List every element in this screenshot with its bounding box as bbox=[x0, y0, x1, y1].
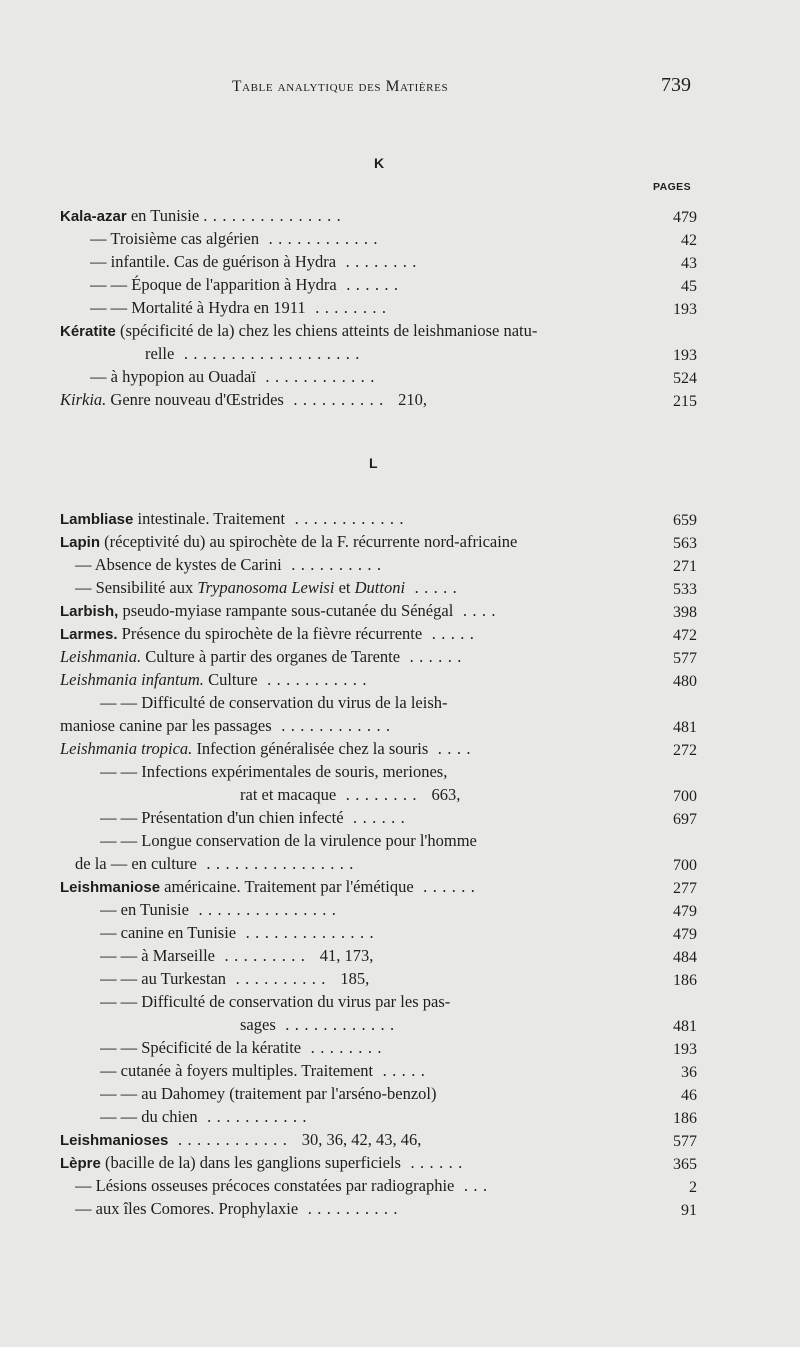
leader-dots: ...... bbox=[336, 275, 404, 294]
entry-text: (spécificité de la) chez les chiens atteints de leishmaniose natu- bbox=[115, 321, 538, 340]
entry-term: Leishmaniose bbox=[60, 879, 161, 896]
running-title: Table analytique des Matières bbox=[232, 78, 449, 95]
entry-text: Troisième cas algérien bbox=[110, 229, 260, 248]
entry-term-italic: Leishmania infantum. bbox=[60, 670, 204, 689]
l-entry bbox=[100, 1083, 620, 1105]
dash-prefix: — bbox=[100, 762, 121, 781]
entry-text: à Marseille bbox=[141, 946, 216, 965]
dash-prefix: — bbox=[100, 693, 121, 712]
entry-text: infantile. Cas de guérison à Hydra bbox=[110, 252, 337, 271]
leader-dots: ........ bbox=[336, 252, 422, 271]
dash-prefix: — bbox=[100, 1107, 121, 1126]
entry-text: Difficulté de conservation du virus par les pas- bbox=[141, 992, 451, 1011]
dash-prefix: — bbox=[75, 578, 96, 597]
page-ref: 472 bbox=[673, 627, 697, 644]
entry-text-italic: Duttoni bbox=[354, 578, 406, 597]
page-ref: 36 bbox=[681, 1064, 697, 1081]
page-ref: 524 bbox=[673, 370, 697, 387]
l-entry bbox=[100, 761, 640, 783]
entry-term: Leishmanioses bbox=[60, 1132, 169, 1149]
entry-extra-pages: 185, bbox=[340, 969, 370, 988]
entry-text: Époque de l'apparition à Hydra bbox=[131, 275, 337, 294]
leader-dots: ............ bbox=[168, 1130, 302, 1149]
entry-extra-pages: 30, 36, 42, 43, 46, bbox=[301, 1130, 422, 1149]
dash-prefix: — bbox=[100, 992, 121, 1011]
entry-text: Infections expérimentales de souris, meriones, bbox=[141, 762, 448, 781]
leader-dots: .......... bbox=[226, 969, 341, 988]
entry-term: Kala-azar bbox=[60, 208, 127, 225]
k-entry bbox=[60, 205, 620, 227]
page-ref: 193 bbox=[673, 301, 697, 318]
entry-term: Larmes. bbox=[60, 626, 118, 643]
leader-dots: ..... bbox=[373, 1061, 431, 1080]
leader-dots: .... bbox=[428, 739, 476, 758]
dash-prefix: — bbox=[120, 946, 142, 965]
l-entry bbox=[60, 669, 620, 691]
leader-dots: ..... bbox=[422, 624, 480, 643]
leader-dots: ............ bbox=[271, 716, 396, 735]
entry-text: de la — en culture bbox=[75, 854, 197, 873]
entry-text: au Dahomey (traitement par l'arséno-benzol) bbox=[141, 1084, 437, 1103]
dash-prefix: — bbox=[100, 1084, 121, 1103]
l-entry bbox=[100, 991, 640, 1013]
entry-term: Kératite bbox=[60, 323, 116, 340]
dash-prefix: — bbox=[120, 1084, 142, 1103]
l-entry bbox=[60, 600, 620, 622]
entry-text: en Tunisie bbox=[120, 900, 189, 919]
entry-text: Lésions osseuses précoces constatées par radiographie bbox=[95, 1176, 455, 1195]
k-entry bbox=[90, 228, 620, 250]
entry-text: Culture à partir des organes de Tarente bbox=[141, 647, 401, 666]
dash-prefix: — bbox=[100, 969, 121, 988]
leader-dots: .......... bbox=[281, 555, 387, 574]
entry-extra-pages: 663, bbox=[431, 785, 461, 804]
l-entry bbox=[100, 945, 620, 967]
dash-prefix: — bbox=[90, 275, 111, 294]
l-entry bbox=[100, 830, 640, 852]
l-entry bbox=[60, 1152, 620, 1174]
l-entry bbox=[60, 623, 620, 645]
page-ref: 46 bbox=[681, 1087, 697, 1104]
page-ref: 481 bbox=[673, 1018, 697, 1035]
entry-text: Présentation d'un chien infecté bbox=[141, 808, 344, 827]
entry-text: (réceptivité du) au spirochète de la F. récurrente nord-africaine bbox=[100, 532, 518, 551]
dash-prefix: — bbox=[90, 367, 111, 386]
dash-prefix: — bbox=[120, 1107, 142, 1126]
l-entry bbox=[240, 1014, 620, 1036]
entry-term-italic: Leishmania tropica. bbox=[60, 739, 193, 758]
leader-dots: ............ bbox=[275, 1015, 400, 1034]
l-entry bbox=[75, 1198, 620, 1220]
entry-text: Genre nouveau d'Œstrides bbox=[106, 390, 284, 409]
dash-prefix: — bbox=[75, 1176, 96, 1195]
l-entry bbox=[75, 577, 620, 599]
k-entry bbox=[90, 366, 620, 388]
entry-text: cutanée à foyers multiples. Traitement bbox=[120, 1061, 374, 1080]
k-entry bbox=[90, 274, 620, 296]
entry-text: américaine. Traitement par l'émétique bbox=[160, 877, 414, 896]
section-letter-k: K bbox=[374, 155, 385, 171]
entry-text: Difficulté de conservation du virus de la leish- bbox=[141, 693, 448, 712]
page-ref: 697 bbox=[673, 811, 697, 828]
entry-text: relle bbox=[145, 344, 175, 363]
entry-text: sages bbox=[240, 1015, 276, 1034]
leader-dots: ..... bbox=[405, 578, 463, 597]
dash-prefix: — bbox=[110, 275, 132, 294]
page-ref: 563 bbox=[673, 535, 697, 552]
entry-text: Sensibilité aux bbox=[95, 578, 198, 597]
dash-prefix: — bbox=[100, 1061, 121, 1080]
k-entry bbox=[60, 320, 640, 342]
page-ref: 186 bbox=[673, 1110, 697, 1127]
page-ref: 479 bbox=[673, 903, 697, 920]
entry-text: Infection généralisée chez la souris bbox=[192, 739, 429, 758]
l-entry bbox=[75, 853, 620, 875]
page-ref: 272 bbox=[673, 742, 697, 759]
entry-text: intestinale. Traitement bbox=[133, 509, 286, 528]
entry-text: aux îles Comores. Prophylaxie bbox=[95, 1199, 299, 1218]
entry-text: canine en Tunisie bbox=[120, 923, 237, 942]
l-entry bbox=[75, 554, 620, 576]
dash-prefix: — bbox=[120, 831, 142, 850]
page-ref: 271 bbox=[673, 558, 697, 575]
page-ref: 484 bbox=[673, 949, 697, 966]
dash-prefix: — bbox=[90, 252, 111, 271]
leader-dots: ........... bbox=[197, 1107, 312, 1126]
leader-dots: .............. bbox=[236, 923, 379, 942]
page-ref: 480 bbox=[673, 673, 697, 690]
l-entry bbox=[60, 508, 620, 530]
entry-text: Culture bbox=[203, 670, 258, 689]
dash-prefix: — bbox=[110, 298, 132, 317]
leader-dots: ............ bbox=[259, 229, 383, 248]
page-ref: 481 bbox=[673, 719, 697, 736]
leader-dots: .... bbox=[453, 601, 501, 620]
entry-term: Lèpre bbox=[60, 1155, 101, 1172]
leader-dots: ........... bbox=[257, 670, 372, 689]
dash-prefix: — bbox=[120, 693, 142, 712]
dash-prefix: — bbox=[75, 1199, 96, 1218]
dash-prefix: — bbox=[120, 992, 142, 1011]
page-ref: 91 bbox=[681, 1202, 697, 1219]
leader-dots: ............... bbox=[203, 206, 347, 225]
dash-prefix: — bbox=[90, 298, 111, 317]
leader-dots: ................ bbox=[196, 854, 359, 873]
l-entry bbox=[60, 876, 620, 898]
page-ref: 42 bbox=[681, 232, 697, 249]
leader-dots: ................... bbox=[174, 344, 365, 363]
k-entry bbox=[60, 389, 620, 411]
entry-term-italic: Kirkia. bbox=[60, 390, 107, 409]
leader-dots: ......... bbox=[215, 946, 320, 965]
page-ref: 577 bbox=[673, 650, 697, 667]
dash-prefix: — bbox=[100, 831, 121, 850]
section-letter-l: L bbox=[369, 455, 378, 471]
l-entry bbox=[60, 646, 620, 668]
page-ref: 700 bbox=[673, 857, 697, 874]
l-entry bbox=[100, 1060, 620, 1082]
leader-dots: ...... bbox=[343, 808, 411, 827]
leader-dots: ........ bbox=[301, 1038, 387, 1057]
page-ref: 479 bbox=[673, 209, 697, 226]
l-entry bbox=[100, 968, 620, 990]
pages-column-label: PAGES bbox=[653, 181, 691, 193]
k-entry bbox=[145, 343, 620, 365]
leader-dots: ............... bbox=[188, 900, 342, 919]
entry-extra-pages: 41, 173, bbox=[319, 946, 374, 965]
leader-dots: .......... bbox=[283, 390, 399, 409]
dash-prefix: — bbox=[100, 1038, 121, 1057]
entry-text: Spécificité de la kératite bbox=[141, 1038, 302, 1057]
page-ref: 215 bbox=[673, 393, 697, 410]
l-entry bbox=[75, 1175, 620, 1197]
entry-text: rat et macaque bbox=[240, 785, 337, 804]
l-entry bbox=[60, 715, 620, 737]
k-entry bbox=[90, 297, 620, 319]
entry-text: (bacille de la) dans les ganglions superficiels bbox=[100, 1153, 401, 1172]
entry-term: Lapin bbox=[60, 534, 100, 551]
page-ref: 277 bbox=[673, 880, 697, 897]
dash-prefix: — bbox=[120, 1038, 142, 1057]
page-ref: 577 bbox=[673, 1133, 697, 1150]
leader-dots: ...... bbox=[400, 1153, 468, 1172]
entry-term-italic: Leishmania. bbox=[60, 647, 142, 666]
dash-prefix: — bbox=[120, 762, 142, 781]
page-ref: 193 bbox=[673, 347, 697, 364]
page-ref: 2 bbox=[689, 1179, 697, 1196]
dash-prefix: — bbox=[100, 808, 121, 827]
entry-extra-pages: 210, bbox=[398, 390, 428, 409]
dash-prefix: — bbox=[100, 900, 121, 919]
entry-text: et bbox=[334, 578, 355, 597]
page-ref: 43 bbox=[681, 255, 697, 272]
leader-dots: .......... bbox=[298, 1199, 403, 1218]
l-entry bbox=[100, 1037, 620, 1059]
leader-dots: ...... bbox=[413, 877, 481, 896]
page-ref: 193 bbox=[673, 1041, 697, 1058]
l-entry bbox=[240, 784, 620, 806]
l-entry bbox=[60, 738, 620, 760]
page-ref: 398 bbox=[673, 604, 697, 621]
entry-text: à hypopion au Ouadaï bbox=[110, 367, 256, 386]
entry-text: Présence du spirochète de la fièvre récurrente bbox=[117, 624, 423, 643]
dash-prefix: — bbox=[120, 808, 142, 827]
l-entry bbox=[60, 1129, 620, 1151]
page-ref: 700 bbox=[673, 788, 697, 805]
k-entry bbox=[90, 251, 620, 273]
leader-dots: ... bbox=[454, 1176, 493, 1195]
entry-term: Lambliase bbox=[60, 511, 134, 528]
dash-prefix: — bbox=[75, 555, 95, 574]
entry-text: pseudo-myiase rampante sous-cutanée du Sénégal bbox=[118, 601, 454, 620]
l-entry bbox=[60, 531, 620, 553]
l-entry bbox=[100, 899, 620, 921]
page-ref: 365 bbox=[673, 1156, 697, 1173]
page-ref: 186 bbox=[673, 972, 697, 989]
l-entry bbox=[100, 807, 620, 829]
entry-term: Larbish, bbox=[60, 603, 119, 620]
leader-dots: ........ bbox=[305, 298, 392, 317]
entry-text: maniose canine par les passages bbox=[60, 716, 272, 735]
page-ref: 45 bbox=[681, 278, 697, 295]
l-entry bbox=[100, 922, 620, 944]
dash-prefix: — bbox=[120, 969, 142, 988]
dash-prefix: — bbox=[90, 229, 111, 248]
page-ref: 479 bbox=[673, 926, 697, 943]
l-entry bbox=[100, 1106, 620, 1128]
entry-text: du chien bbox=[141, 1107, 198, 1126]
page-ref: 659 bbox=[673, 512, 697, 529]
entry-text: au Turkestan bbox=[141, 969, 227, 988]
l-entry bbox=[100, 692, 640, 714]
page-number: 739 bbox=[661, 74, 691, 96]
leader-dots: ............ bbox=[285, 509, 409, 528]
entry-text: Absence de kystes de Carini bbox=[94, 555, 282, 574]
dash-prefix: — bbox=[100, 946, 121, 965]
entry-text: Mortalité à Hydra en 1911 bbox=[131, 298, 306, 317]
leader-dots: ...... bbox=[400, 647, 467, 666]
entry-text: en Tunisie bbox=[126, 206, 204, 225]
leader-dots: ............ bbox=[255, 367, 380, 386]
page-ref: 533 bbox=[673, 581, 697, 598]
leader-dots: ........ bbox=[336, 785, 432, 804]
entry-text: Longue conservation de la virulence pour l'homme bbox=[141, 831, 477, 850]
entry-text-italic: Trypanosoma Lewisi bbox=[197, 578, 335, 597]
dash-prefix: — bbox=[100, 923, 121, 942]
